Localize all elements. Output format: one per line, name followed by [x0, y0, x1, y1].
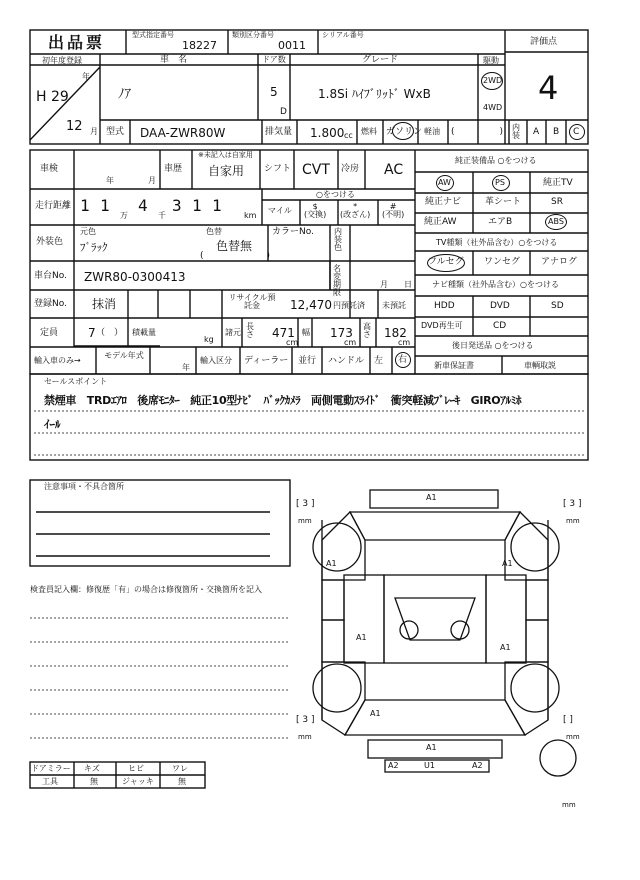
mark-rear-bumper: A1 — [426, 743, 437, 752]
mileage-digit-1: 1 — [80, 196, 90, 215]
model-year-unit: 年 — [182, 363, 190, 372]
width-unit: cm — [344, 338, 357, 347]
dimensions-label: 諸元 — [225, 328, 241, 337]
cc-unit: cc — [344, 131, 353, 140]
tv-fullseg: フルセグ — [428, 257, 464, 267]
acc-header-scratch: キズ — [84, 764, 100, 773]
equip-aw2: 純正AW — [424, 217, 457, 227]
chassis-label: 車台No. — [34, 271, 67, 281]
mileage-digit-4: 3 — [172, 196, 182, 215]
man-unit: 万 — [120, 211, 128, 220]
interior-a: A — [533, 127, 540, 137]
recycle-unpaid: 未預託 — [382, 301, 406, 310]
registration-label: 登録No. — [34, 299, 67, 309]
length-label: 長さ — [246, 322, 254, 339]
parallel-option: 並行 — [298, 356, 317, 366]
fuel-label: 燃料 — [361, 127, 377, 136]
shift-label: シフト — [264, 164, 292, 174]
first-reg-label: 初年度登録 — [42, 56, 82, 65]
mark-rear-u1: U1 — [424, 761, 435, 770]
equip-tv: 純正TV — [543, 178, 573, 188]
acc-jack-value: 無 — [178, 777, 186, 786]
car-diagram — [313, 490, 576, 776]
equip-aw: AW — [438, 178, 451, 187]
class-no-label: 類別区分番号 — [232, 31, 274, 39]
form-title: 出品票 — [48, 33, 106, 52]
mark-left-door: A1 — [356, 633, 367, 642]
year-unit: 年 — [82, 72, 90, 81]
interior-label: 内装 — [512, 123, 520, 140]
nav-hdd: HDD — [434, 301, 455, 311]
equipment-title: 純正装備品 ○をつける — [455, 156, 537, 165]
recycle-paid: 預託済 — [341, 301, 365, 310]
mark-rear-a2-right: A2 — [472, 761, 483, 770]
drive-label: 駆動 — [483, 56, 499, 65]
nav-sd: SD — [551, 301, 564, 311]
recycle-unit: 円 — [333, 301, 341, 310]
unknown-label: # (不明) — [382, 202, 405, 219]
inspection-month: 月 — [148, 176, 156, 185]
tamper-label: * (改ざん) — [340, 202, 371, 219]
nav-dvd: DVD — [490, 301, 510, 311]
capacity-value: 7 — [88, 326, 96, 340]
usage-value: 自家用 — [208, 164, 245, 178]
class-no: 0011 — [278, 39, 306, 52]
model-value: DAA-ZWR80W — [140, 126, 226, 140]
mileage-digit-3: 4 — [138, 196, 148, 215]
mileage-digit-6: 1 — [212, 196, 222, 215]
mm-rf: mm — [566, 517, 580, 525]
height-unit: cm — [398, 338, 411, 347]
mileage-label: 走行距離 — [35, 201, 72, 211]
mm-spare: mm — [562, 801, 576, 809]
repaint-value: 色替無 — [216, 239, 253, 253]
import-type-label: 輸入区分 — [200, 356, 232, 365]
load-label: 積載量 — [132, 328, 156, 337]
width-label: 幅 — [302, 328, 310, 337]
tread-lf: [ 3 ] — [296, 499, 315, 509]
inspection-year: 年 — [106, 176, 114, 185]
handle-label: ハンドル — [328, 356, 365, 366]
recycle-label: リサイクル預託金 — [228, 293, 276, 310]
interior-b: B — [553, 127, 560, 137]
acc-header-break: ワレ — [172, 764, 188, 773]
later-warranty: 新車保証書 — [434, 361, 474, 370]
length-value: 471 — [272, 326, 295, 340]
import-label: 輸入車のみ→ — [34, 356, 81, 365]
height-value: 182 — [384, 326, 407, 340]
dealer-option: ディーラー — [244, 356, 289, 366]
mark-left-rear: A1 — [370, 709, 381, 718]
acc-tools-label: 工具 — [42, 777, 58, 786]
equip-sr: SR — [551, 197, 563, 207]
acc-header-mirror: ドアミラー — [31, 764, 71, 773]
sen-unit: 千 — [158, 211, 166, 220]
acc-jack-label: ジャッキ — [122, 777, 154, 786]
sales-point-line1: 禁煙車 TRDｴｱﾛ 後席ﾓﾆﾀｰ 純正10型ﾅﾋﾞ ﾊﾞｯｸｶﾒﾗ 両側電動ｽﾗｲﾄﾞ 衝突軽減ﾌﾞﾚｰｷ GIROｱﾙﾐﾎ — [44, 394, 522, 407]
drive-2wd: 2WD — [483, 76, 503, 85]
first-reg-month: 12 — [66, 119, 83, 134]
acc-tools-value: 無 — [90, 777, 98, 786]
doors-label: ドア数 — [262, 55, 286, 64]
swap-label: $ (交換) — [304, 202, 327, 219]
inspection-label: 車検 — [40, 164, 59, 174]
mm-rr: mm — [566, 733, 580, 741]
score-label: 評価点 — [530, 37, 558, 47]
mark-right-front-fender: A1 — [502, 559, 513, 568]
serial-label: シリアル番号 — [322, 31, 364, 39]
inspector-label: 検査員記入欄：修復歴「有」の場合は修復箇所・交換箇所を記入 — [30, 585, 262, 594]
color-no-label: カラーNo. — [272, 227, 314, 237]
repaint-paren: ( ) — [200, 251, 271, 261]
registration-value: 抹消 — [92, 297, 117, 311]
type-no: 18227 — [182, 39, 217, 52]
width-value: 173 — [330, 326, 353, 340]
score-value: 4 — [538, 69, 559, 107]
mark-left-front-fender: A1 — [326, 559, 337, 568]
orig-color-label: 元色 — [80, 227, 96, 236]
sales-point-line2: ｲｰﾙ — [44, 418, 61, 431]
tread-rf: [ 3 ] — [563, 499, 582, 509]
mileage-digit-2: 1 — [100, 196, 110, 215]
tread-rr: [ ] — [563, 715, 573, 725]
length-unit: cm — [286, 338, 299, 347]
handle-right: 右 — [398, 355, 408, 365]
chassis-value: ZWR80-0300413 — [84, 270, 186, 284]
nav-dvd-play: DVD再生可 — [421, 321, 463, 330]
drive-4wd: 4WD — [483, 103, 503, 112]
name-change-day: 日 — [404, 280, 412, 289]
equip-leather: 革シート — [485, 197, 522, 207]
mark-right-door: A1 — [500, 643, 511, 652]
nav-title: ナビ種類（社外品含む）○をつける — [432, 280, 559, 289]
later-manual: 車輌取説 — [524, 361, 556, 370]
displacement-label: 排気量 — [265, 127, 293, 137]
equip-nav: 純正ナビ — [425, 197, 462, 207]
ac-value: AC — [384, 162, 404, 178]
km-unit: km — [244, 211, 257, 220]
acc-header-crack: ヒビ — [128, 764, 144, 773]
nav-cd: CD — [493, 321, 507, 331]
ac-label: 冷房 — [341, 164, 360, 174]
fuel-gasoline: ガソリン — [386, 127, 423, 137]
interior-c: C — [573, 127, 580, 137]
displacement-value: 1.800 — [310, 126, 345, 140]
orig-color: ﾌﾞﾗｯｸ — [80, 241, 108, 254]
mile-label: マイル — [268, 206, 292, 215]
later-title: 後日発送品 ○をつける — [452, 341, 534, 350]
mark-rear-a2-left: A2 — [388, 761, 399, 770]
name-change-month: 月 — [380, 280, 388, 289]
first-reg-year: H 29 — [36, 89, 69, 105]
fuel-lightoil: 軽油 — [424, 127, 440, 136]
month-unit: 月 — [90, 127, 98, 136]
model-year-label: モデル年式 — [104, 351, 144, 360]
door-suffix: D — [280, 107, 287, 117]
mileage-circle-note: ○をつける — [316, 190, 355, 199]
tv-title: TV種類（社外品含む）○をつける — [436, 238, 558, 247]
usage-label: 車歴 — [164, 164, 183, 174]
equip-airbag: エアB — [488, 217, 513, 227]
grade-value: 1.8Si ﾊｲﾌﾞﾘｯﾄﾞ WxB — [318, 87, 431, 101]
equip-ps: PS — [495, 178, 505, 187]
repaint-label: 色替 — [206, 227, 222, 236]
grade-label: グレード — [362, 55, 399, 65]
load-unit: kg — [204, 335, 214, 344]
mm-lf: mm — [298, 517, 312, 525]
capacity-paren: （ ） — [96, 328, 124, 338]
height-label: 高さ — [363, 322, 371, 339]
usage-note: ※未記入は自家用 — [198, 151, 253, 159]
interior-color-label: 内装色 — [334, 227, 342, 252]
equip-abs: ABS — [548, 217, 564, 226]
mark-front-bumper: A1 — [426, 493, 437, 502]
doors-value: 5 — [270, 85, 278, 99]
defects-label: 注意事項・不具合箇所 — [44, 482, 124, 491]
sales-point-label: セールスポイント — [44, 377, 108, 386]
tv-analog: アナログ — [541, 257, 578, 267]
shift-value: CVT — [302, 162, 330, 178]
tread-lr: [ 3 ] — [296, 715, 315, 725]
mileage-digit-5: 1 — [192, 196, 202, 215]
exterior-label: 外装色 — [36, 237, 64, 247]
model-label: 型式 — [106, 127, 125, 137]
type-no-label: 型式指定番号 — [132, 31, 174, 39]
name-change-label: 名変期限 — [333, 264, 341, 297]
recycle-amount: 12,470 — [290, 298, 332, 312]
tv-oneseg: ワンセグ — [484, 257, 521, 267]
fuel-paren: ( ) — [451, 127, 504, 137]
car-name: ﾉｱ — [118, 87, 131, 102]
handle-left: 左 — [374, 356, 384, 366]
car-name-label: 車 名 — [160, 55, 188, 65]
capacity-label: 定員 — [40, 328, 59, 338]
mm-lr: mm — [298, 733, 312, 741]
